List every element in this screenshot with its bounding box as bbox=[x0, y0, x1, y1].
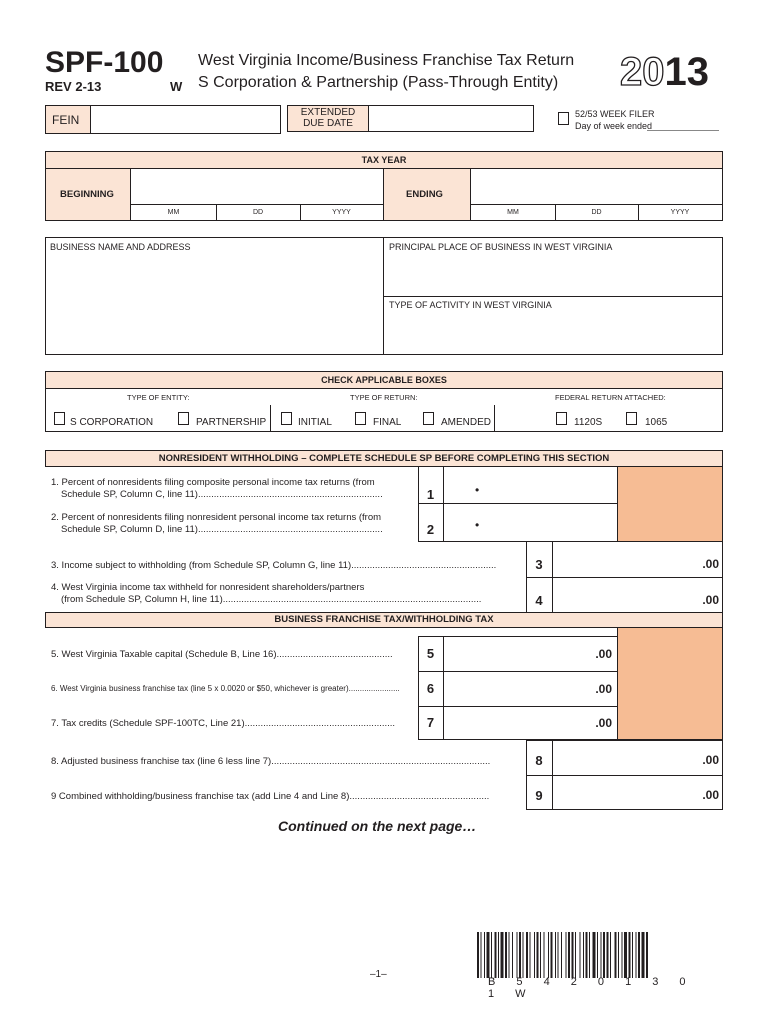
line-8-text: 8. Adjusted business franchise tax (line 6 less line 7)................................................................................... bbox=[51, 756, 491, 767]
line-5-number: 5 bbox=[426, 646, 435, 661]
line-8-number: 8 bbox=[535, 753, 543, 768]
barcode-bar bbox=[501, 932, 504, 978]
barcode-bar bbox=[642, 932, 645, 978]
form-rev: REV 2-13 bbox=[45, 79, 102, 94]
franchise-title: BUSINESS FRANCHISE TAX/WITHHOLDING TAX bbox=[274, 614, 494, 625]
barcode-bar bbox=[632, 932, 633, 978]
amended-checkbox[interactable] bbox=[423, 412, 434, 425]
barcode-bar bbox=[548, 932, 549, 978]
beginning-label: BEGINNING bbox=[60, 189, 114, 200]
line-1-text-a: 1. Percent of nonresidents filing composite personal income tax returns (from bbox=[51, 477, 375, 488]
nonresident-title: NONRESIDENT WITHHOLDING – COMPLETE SCHEDULE SP BEFORE COMPLETING THIS SECTION bbox=[158, 453, 610, 464]
lines-1-2-shaded bbox=[617, 466, 723, 542]
page-number: –1– bbox=[370, 969, 387, 980]
line-9-number: 9 bbox=[535, 788, 543, 803]
line-1-number: 1 bbox=[426, 487, 435, 502]
barcode-bar bbox=[555, 932, 556, 978]
w-mark: W bbox=[170, 79, 183, 94]
barcode-bar bbox=[580, 932, 581, 978]
extended-due-date-input[interactable] bbox=[368, 105, 534, 132]
barcode-bar bbox=[498, 932, 499, 978]
fein-input[interactable] bbox=[90, 105, 281, 134]
line-7-text: 7. Tax credits (Schedule SPF-100TC, Line 21)......................................................... bbox=[51, 718, 396, 729]
amended-label: AMENDED bbox=[441, 417, 492, 428]
line-6-number: 6 bbox=[426, 681, 435, 696]
ending-date-input[interactable] bbox=[471, 169, 722, 204]
business-name-input[interactable] bbox=[46, 255, 382, 354]
line-4-text-a: 4. West Virginia income tax withheld for nonresident shareholders/partners bbox=[51, 582, 365, 593]
barcode-bar bbox=[495, 932, 497, 978]
form-1120s-checkbox[interactable] bbox=[556, 412, 567, 425]
form-id: SPF-100 bbox=[45, 46, 164, 79]
return-type-label: TYPE OF RETURN: bbox=[350, 393, 418, 402]
line-3-text: 3. Income subject to withholding (from Schedule SP, Column G, line 11)....................................................... bbox=[51, 560, 497, 571]
barcode-bar bbox=[601, 932, 602, 978]
barcode-bar bbox=[607, 932, 609, 978]
activity-label: TYPE OF ACTIVITY IN WEST VIRGINIA bbox=[389, 300, 552, 310]
form-year bbox=[620, 50, 709, 94]
end-yyyy: YYYY bbox=[670, 209, 690, 216]
barcode-bar bbox=[593, 932, 596, 978]
final-checkbox[interactable] bbox=[355, 412, 366, 425]
line-1-text bbox=[51, 477, 383, 501]
barcode-bar bbox=[519, 932, 521, 978]
s-corporation-label: S CORPORATION bbox=[70, 417, 154, 428]
s-corporation-checkbox[interactable] bbox=[54, 412, 65, 425]
initial-label: INITIAL bbox=[298, 417, 332, 428]
federal-return-label: FEDERAL RETURN ATTACHED: bbox=[555, 393, 666, 402]
year-outline: 20 bbox=[620, 50, 665, 94]
form-title-2: S Corporation & Partnership (Pass-Through Entity) bbox=[198, 74, 559, 91]
end-dd: DD bbox=[591, 209, 602, 216]
begin-yyyy: YYYY bbox=[332, 209, 351, 216]
begin-dd: DD bbox=[252, 209, 264, 216]
line-8-amount[interactable]: .00 bbox=[702, 753, 719, 767]
line-6-amount[interactable]: .00 bbox=[595, 682, 612, 696]
line-2-text bbox=[51, 512, 383, 536]
barcode-bar bbox=[526, 932, 528, 978]
fein-label: FEIN bbox=[52, 113, 80, 127]
business-name-label: BUSINESS NAME AND ADDRESS bbox=[50, 242, 191, 252]
line-3-number: 3 bbox=[535, 557, 543, 572]
begin-mm: MM bbox=[167, 209, 180, 216]
barcode bbox=[477, 932, 723, 978]
line-4-number: 4 bbox=[535, 593, 543, 608]
barcode-bar bbox=[610, 932, 611, 978]
entity-type-label: TYPE OF ENTITY: bbox=[127, 393, 190, 402]
partnership-checkbox[interactable] bbox=[178, 412, 189, 425]
week-filer-checkbox[interactable] bbox=[558, 112, 569, 125]
line-2-number: 2 bbox=[426, 522, 435, 537]
line-1-input[interactable] bbox=[444, 467, 617, 503]
barcode-bar bbox=[509, 932, 510, 978]
barcode-bar bbox=[517, 932, 518, 978]
principal-place-label: PRINCIPAL PLACE OF BUSINESS IN WEST VIRGINIA bbox=[389, 242, 613, 252]
line-9-amount[interactable]: .00 bbox=[702, 788, 719, 802]
end-mm: MM bbox=[507, 209, 519, 216]
initial-checkbox[interactable] bbox=[281, 412, 292, 425]
day-of-week-label: Day of week ended bbox=[575, 121, 653, 131]
line-4-amount[interactable]: .00 bbox=[702, 593, 719, 607]
barcode-bar bbox=[477, 932, 479, 978]
barcode-bar bbox=[566, 932, 567, 978]
barcode-bar bbox=[484, 932, 485, 978]
form-1065-label: 1065 bbox=[645, 417, 668, 428]
barcode-bar bbox=[487, 932, 490, 978]
check-boxes-title: CHECK APPLICABLE BOXES bbox=[321, 375, 447, 385]
year-solid: 13 bbox=[664, 50, 709, 94]
line-4-text bbox=[51, 582, 481, 606]
barcode-bar bbox=[540, 932, 541, 978]
line-6-text: 6. West Virginia business franchise tax (line 5 x 0.0020 or $50, whichever is greater)....................... bbox=[51, 684, 400, 693]
barcode-bar bbox=[537, 932, 539, 978]
tax-year-title: TAX YEAR bbox=[361, 155, 407, 165]
line-1-text-b: Schedule SP, Column C, line 11)...................................................................... bbox=[61, 489, 383, 500]
line-2-decimal: • bbox=[475, 518, 480, 532]
continued-note: Continued on the next page… bbox=[278, 818, 477, 834]
ending-label: ENDING bbox=[406, 189, 443, 200]
line-1-decimal: • bbox=[475, 483, 480, 497]
line-2-input[interactable] bbox=[444, 504, 617, 541]
barcode-bar bbox=[523, 932, 524, 978]
line-3-amount[interactable]: .00 bbox=[702, 557, 719, 571]
barcode-bar bbox=[481, 932, 482, 978]
line-4-text-b: (from Schedule SP, Column H, line 11).................................................................................................. bbox=[61, 594, 482, 605]
barcode-bar bbox=[561, 932, 562, 978]
barcode-bar bbox=[544, 932, 545, 978]
day-of-week-underline[interactable] bbox=[647, 130, 719, 131]
barcode-bar bbox=[636, 932, 637, 978]
barcode-bar bbox=[491, 932, 492, 978]
barcode-bar bbox=[534, 932, 535, 978]
barcode-bar bbox=[568, 932, 570, 978]
barcode-bar bbox=[586, 932, 588, 978]
barcode-bar bbox=[558, 932, 559, 978]
barcode-bar bbox=[512, 932, 513, 978]
barcode-bar bbox=[597, 932, 598, 978]
line-7-amount[interactable]: .00 bbox=[595, 716, 612, 730]
barcode-bar bbox=[572, 932, 574, 978]
line-5-text: 5. West Virginia Taxable capital (Schedule B, Line 16)............................................ bbox=[51, 649, 393, 660]
final-label: FINAL bbox=[373, 417, 402, 428]
barcode-bar bbox=[622, 932, 623, 978]
barcode-bar bbox=[618, 932, 619, 978]
extended-line2: DUE DATE bbox=[303, 118, 353, 129]
barcode-bar bbox=[603, 932, 605, 978]
barcode-bar bbox=[638, 932, 640, 978]
form-1120s-label: 1120S bbox=[574, 417, 603, 428]
barcode-bar bbox=[530, 932, 531, 978]
barcode-bar bbox=[615, 932, 617, 978]
line-7-number: 7 bbox=[426, 715, 435, 730]
partnership-label: PARTNERSHIP bbox=[196, 417, 267, 428]
beginning-date-input[interactable] bbox=[131, 169, 383, 204]
form-1065-checkbox[interactable] bbox=[626, 412, 637, 425]
activity-input[interactable] bbox=[384, 313, 722, 354]
barcode-bar bbox=[646, 932, 648, 978]
barcode-bar bbox=[629, 932, 631, 978]
line-2-text-a: 2. Percent of nonresidents filing nonresident personal income tax returns (from bbox=[51, 512, 382, 523]
extended-label bbox=[287, 107, 369, 129]
form-title-1: West Virginia Income/Business Franchise Tax Return bbox=[198, 52, 575, 69]
barcode-bar bbox=[589, 932, 590, 978]
barcode-bar bbox=[575, 932, 576, 978]
extended-line1: EXTENDED bbox=[300, 107, 356, 118]
line-5-amount[interactable]: .00 bbox=[595, 647, 612, 661]
lines-5-7-shaded bbox=[617, 627, 723, 740]
barcode-bar bbox=[624, 932, 627, 978]
line-2-text-b: Schedule SP, Column D, line 11)...................................................................... bbox=[61, 524, 383, 535]
barcode-bar bbox=[551, 932, 553, 978]
barcode-bar bbox=[505, 932, 507, 978]
barcode-text: B 5 4 2 0 1 3 0 1 W bbox=[488, 976, 695, 1000]
week-filer-label: 52/53 WEEK FILER bbox=[575, 109, 655, 119]
line-9-text: 9 Combined withholding/business franchise tax (add Line 4 and Line 8)..................................................... bbox=[51, 791, 490, 802]
principal-place-input[interactable] bbox=[384, 255, 722, 295]
barcode-bar bbox=[583, 932, 584, 978]
